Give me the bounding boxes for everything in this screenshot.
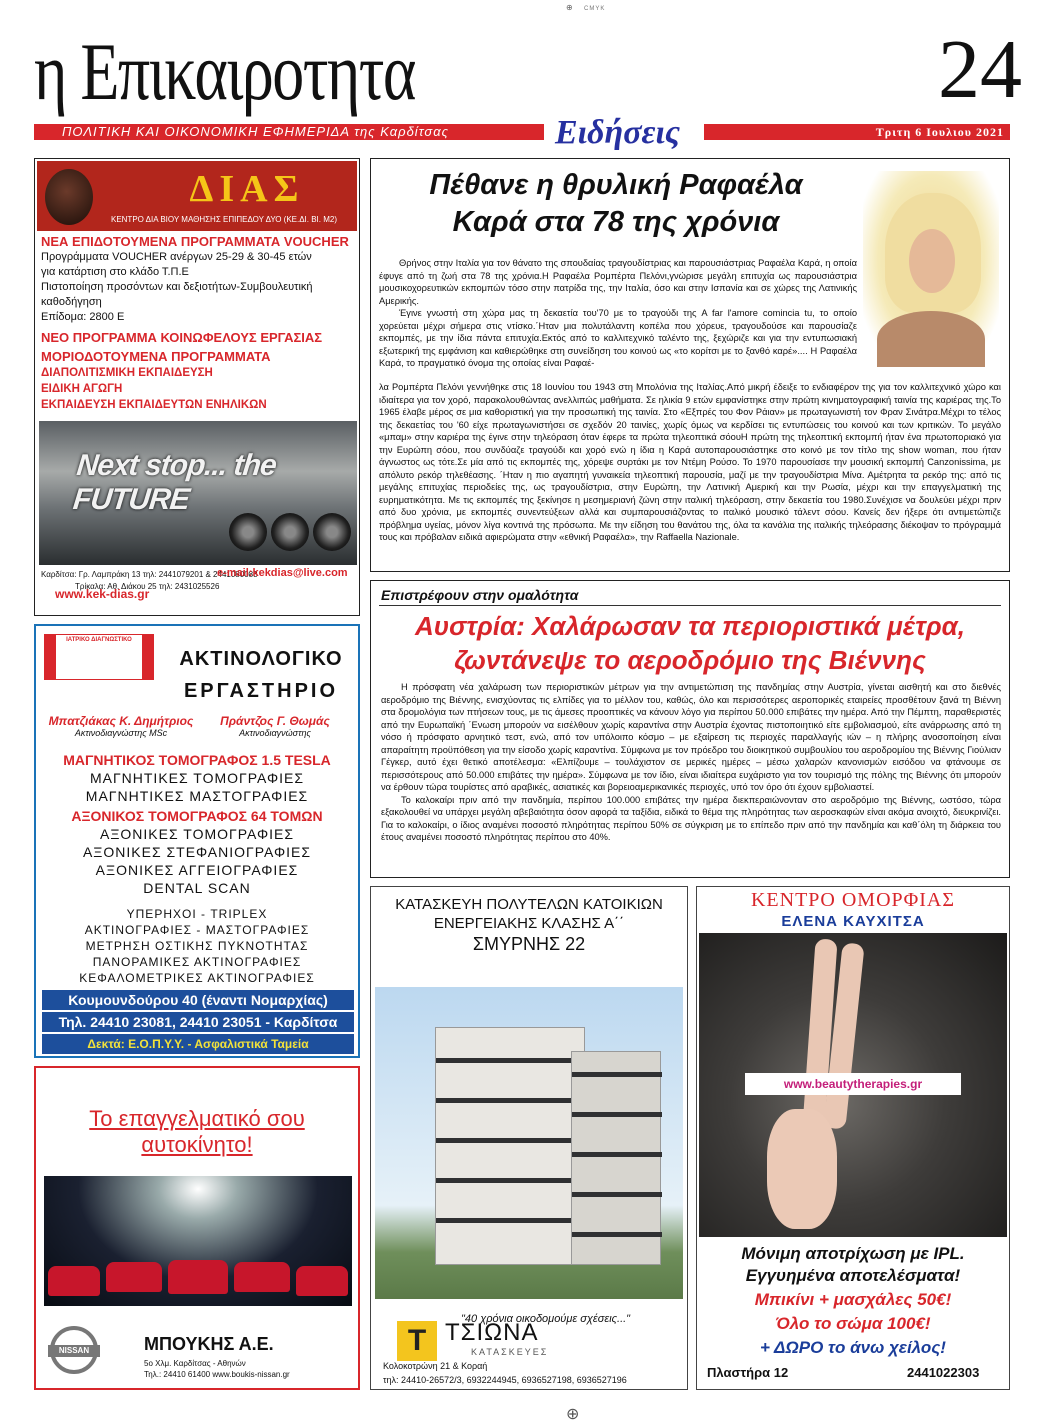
radiology-ad xyxy=(34,624,360,1058)
dias-ad xyxy=(34,158,360,616)
radiology-accepted: Δεκτά: Ε.Ο.Π.Υ.Υ. - Ασφαλιστικά Ταμεία xyxy=(42,1034,354,1054)
beauty-phone: 2441022303 xyxy=(907,1365,980,1380)
article-paragraph: Η πρόσφατη νέα χαλάρωση των περιοριστικών μέτρων για την αντιμετώπιση της πανδημίας στην Αυστρία, γίνεται αισθητή και στο διεθνές αεροδρόμιο της Βιέννης, ενισχύοντας τις ελπίδες για το μέλλον του, καθώς, όλο και περισσότερες αεροπορικές εταιρείες προσθέτουν ξανά τη Βιέννη στα δρομολόγια των πτήσεων τους, με τις άμεσες προοπτικές να κάνουν λόγο για περίπου 50.000 επιβάτες την ημέρα. Από την Πέμπτη, παραθεριστές από την Ευρωπαϊκή ΄Ενωση μπορούν να εισέλθουν χωρίς καραντίνα στην Αυστρία έχοντας πιστοποιητικό είτε εμβολιασμού, είτε ανάρρωσης από τη νόσο ή πρόσφατο αρνητικό τεστ, ενώ, από τον υπόλοιπο κόσμο – με εξαίρεση τις περιοχές παραλλαγής ιών – η πλήρης ανοσοποίηση είναι απαραίτητη προϋπόθεση για την είσοδο χωρίς καραντίνα. Σύμφωνα με τον πρόεδρο του διοικητικού συμβουλίου του αεροδρομίου της Βιέννης Γιούλιαν Γέγκερ, αυτό έχει θετικό αποτέλεσμα: «Ελπίζουμε – τουλάχιστον σε μερικές ημέρες – μέσω χαλαρών κανονισμών εισόδου να φτάνουμε σε περισσότερους από 50.000 επιβάτες την ημέρα». Σύμφωνα με τον ίδιο, είναι ιδιαίτερα ευχάριστο για τον τουρισμό της πόλης της Βιέννης ότι μπορούν να έρθουν τώρα τουρίστες από αραβικές, ασιατικές και βορειοαμερικανικές περιοχές, υπό τον όρο ότι έχουν εμβολιαστεί. xyxy=(381,682,1001,792)
nissan-logo-text: NISSAN xyxy=(48,1345,100,1357)
beauty-address: Πλαστήρα 12 xyxy=(707,1365,789,1380)
beauty-offer-line: Όλο το σώμα 100€! xyxy=(775,1314,931,1333)
dias-banner-text: Next stop... the FUTURE xyxy=(71,449,278,516)
article-body-narrow xyxy=(379,257,857,370)
tsiona-logo-letter: T xyxy=(407,1324,427,1357)
nissan-vans-photo xyxy=(44,1176,352,1306)
section-label: Ειδήσεις xyxy=(555,114,681,151)
dias-heading-scored: ΜΟΡΙΟΔΟΤΟΥΜΕΝΑ ΠΡΟΓΡΑΜΜΑΤΑ xyxy=(41,349,271,364)
construction-company-sub: ΚΑΤΑΣΚΕΥΕΣ xyxy=(471,1347,549,1357)
construction-quote: "40 χρόνια οικοδομούμε σχέσεις..." xyxy=(461,1313,631,1325)
radiology-address: Κουμουνδούρου 40 (έναντι Νομαρχίας) xyxy=(42,990,354,1010)
radiology-logo: ΙΑΤΡΙΚΟ ΔΙΑΓΝΩΣΤΙΚΟ xyxy=(44,634,154,680)
dias-website: www.kek-dias.gr xyxy=(55,587,150,601)
nissan-phone-web: Τηλ.: 24410 61400 www.boukis-nissan.gr xyxy=(144,1370,290,1379)
van-shape xyxy=(296,1266,348,1296)
truck-wheel-icon xyxy=(313,513,351,551)
doctor-card xyxy=(200,714,350,738)
article-body-wide xyxy=(379,381,1001,544)
dias-header xyxy=(37,161,357,231)
construction-title xyxy=(371,895,687,914)
article-title-line: Πέθανε η θρυλική Ραφαέλα xyxy=(429,169,803,201)
nissan-slogan xyxy=(36,1106,358,1158)
beauty-offer-line: Εγγυημένα αποτελέσματα! xyxy=(745,1266,961,1285)
construction-address-title: ΣΜΥΡΝΗΣ 22 xyxy=(472,934,586,954)
dias-voucher-line: Επίδομα: 2800 Ε xyxy=(41,311,125,323)
article-title-line: Αυστρία: Χαλάρωσαν τα περιοριστικά μέτρα, xyxy=(415,611,965,641)
article-austria-vienna xyxy=(370,580,1010,878)
nissan-address: 5ο Χλμ. Καρδίτσας - Αθηνών xyxy=(144,1359,246,1368)
beauty-center-ad xyxy=(696,886,1010,1390)
registration-mark-icon: ⊕ xyxy=(566,3,573,12)
ct-item: ΑΞΟΝΙΚΕΣ ΣΤΕΦΑΝΙΟΓΡΑΦΙΕΣ xyxy=(82,844,312,860)
service-item: ΠΑΝΟΡΑΜΙΚΕΣ ΑΚΤΙΝΟΓΡΑΦΙΕΣ xyxy=(92,955,302,969)
tsiona-logo-icon xyxy=(397,1321,437,1361)
nissan-slogan-line: Το επαγγελματικό σου xyxy=(89,1106,305,1131)
article-kicker: Επιστρέφουν στην ομαλότητα xyxy=(381,587,579,603)
ct-item: DENTAL SCAN xyxy=(143,880,251,896)
ct-heading: ΑΞΟΝΙΚΟΣ ΤΟΜΟΓΡΑΦΟΣ 64 ΤΟΜΩΝ xyxy=(71,808,323,824)
construction-ad xyxy=(370,886,688,1390)
dias-body xyxy=(41,233,355,413)
truck-wheel-icon xyxy=(271,513,309,551)
radiology-phones: Τηλ. 24410 23081, 24410 23051 - Καρδίτσα xyxy=(42,1012,354,1032)
beauty-offer-line: + ΔΩΡΟ το άνω χείλος! xyxy=(760,1338,946,1357)
beauty-owner: ΕΛΕΝΑ ΚΑΥΧΙΤΣΑ xyxy=(781,913,925,930)
portrait-shoulder-shape xyxy=(877,311,985,367)
newspaper-subtitle: ΠΟΛΙΤΙΚΗ ΚΑΙ ΟΙΚΟΝΟΜΙΚΗ ΕΦΗΜΕΡΙΔΑ της Καρδίτσας xyxy=(62,124,449,139)
dias-email: e-mail:kekdias@live.com xyxy=(217,567,348,579)
dias-address-karditsa: Καρδίτσα: Γρ. Λαμπράκη 13 τηλ: 2441079201 & 2441080083 xyxy=(41,570,258,579)
construction-title-line: ΚΑΤΑΣΚΕΥΗ ΠΟΛΥΤΕΛΩΝ ΚΑΤΟΙΚΙΩΝ xyxy=(395,896,663,913)
dias-voucher-line: Πιστοποίηση προσόντων και δεξιοτήτων-Συμβουλευτική καθοδήγηση xyxy=(41,281,313,308)
dias-voucher-line: Προγράμματα VOUCHER ανέργων 25-29 & 30-45 ετών xyxy=(41,251,312,263)
doctor-role: Ακτινοδιαγνώστης MSc xyxy=(74,728,168,738)
service-item: ΑΚΤΙΝΟΓΡΑΦΙΕΣ - ΜΑΣΤΟΓΡΑΦΙΕΣ xyxy=(84,923,310,937)
mri-item: ΜΑΓΝΗΤΙΚΕΣ ΤΟΜΟΓΡΑΦΙΕΣ xyxy=(89,770,305,786)
radiology-title-line1: ΑΚΤΙΝΟΛΟΓΙΚΟ xyxy=(179,648,343,670)
beauty-title: ΚΕΝΤΡΟ ΟΜΟΡΦΙΑΣ xyxy=(750,889,956,911)
dias-brand: ΔΙΑΣ xyxy=(189,168,305,210)
nissan-logo-icon xyxy=(50,1326,98,1374)
construction-phones: τηλ: 24410-26572/3, 6932244945, 6936527198, 6936527196 xyxy=(383,1375,627,1385)
article-title-line: ζωντάνεψε το αεροδρόμιο της Βιέννης xyxy=(454,645,926,675)
radiology-title-line2: ΕΡΓΑΣΤΗΡΙΟ xyxy=(183,680,339,702)
dias-tagline: ΚΕΝΤΡΟ ΔΙΑ ΒΙΟΥ ΜΑΘΗΣΗΣ ΕΠΙΠΕΔΟΥ ΔΥΟ (ΚΕ.ΔΙ. ΒΙ. Μ2) xyxy=(110,215,337,224)
issue-date: Τριτη 6 Ιουλιου 2021 xyxy=(875,125,1004,139)
apartment-building-render xyxy=(375,987,683,1299)
dias-heading-social: ΝΕΟ ΠΡΟΓΡΑΜΜΑ ΚΟΙΝΩΦΕΛΟΥΣ ΕΡΓΑΣΙΑΣ xyxy=(41,330,323,345)
ct-item: ΑΞΟΝΙΚΕΣ ΑΓΓΕΙΟΓΡΑΦΙΕΣ xyxy=(95,862,299,878)
van-shape xyxy=(106,1262,162,1292)
page-number: 24 xyxy=(938,23,1022,116)
article-paragraph: Θρήνος στην Ιταλία για τον θάνατο της σπουδαίας τραγουδίστριας και παρουσιάστριας Ραφαέλα Καρά, η οποία έφυγε από τη ζωή στα 78 της χρόνια.Η Ραφαέλα Ρομπέρτα Πελόνι,γνώρισε μεγάλη επιτυχία ως παρουσιάστρια μουσικοχορευτικών εκπομπών τόσο στην πατρίδα της, την Ιταλία, όσο και στην Ισπανία και σε χώρες της Λατινικής Αμερικής. xyxy=(379,258,857,306)
doctor-role: Ακτινοδιαγνώστης xyxy=(239,728,311,738)
dias-address-trikala: Τρίκαλα: Αθ. Διάκου 25 τηλ: 2431025526 xyxy=(75,582,220,591)
mri-item: ΜΑΓΝΗΤΙΚΕΣ ΜΑΣΤΟΓΡΑΦΙΕΣ xyxy=(85,788,309,804)
nissan-slogan-line: αυτοκίνητο! xyxy=(141,1132,253,1157)
construction-company: ΤΣΙΩΝΑ xyxy=(445,1319,539,1346)
article-title xyxy=(379,609,1001,677)
dias-program: ΕΙΔΙΚΗ ΑΓΩΓΗ xyxy=(41,383,123,395)
service-item: ΜΕΤΡΗΣΗ ΟΣΤΙΚΗΣ ΠΥΚΝΟΤΗΤΑΣ xyxy=(85,939,309,953)
van-shape xyxy=(168,1260,228,1294)
article-title-line: Καρά στα 78 της χρόνια xyxy=(452,206,780,238)
article-paragraph: Το καλοκαίρι πριν από την πανδημία, περίπου 100.000 επιβάτες την ημέρα διεκπεραιώνονταν στο αεροδρόμιο της Βιέννης, ωστόσο, τώρα εξακολουθεί να υπάρχει μεγάλη αβεβαιότητα όσον αφορά τα ταξίδια, ειδικά το θέμα της πληρότητας των αεροσκαφών είναι ακόμα ανοιχτό, διευκρινίζει. Για το καλοκαίρι, ο ίδιος αναμένει ποσοστό πληρότητας περίπου 50% σε σύγκριση με το επίπεδο πριν από την πανδημία και καθ΄όλη τη διάρκεια του έτους αναμένει ποσοστό πληρότητας περίπου στο 40%. xyxy=(381,794,1001,842)
construction-title-2: ΕΝΕΡΓΕΙΑΚΗΣ ΚΛΑΣΗΣ Α΄΄ xyxy=(433,915,625,932)
article-paragraph: λα Ρομπέρτα Πελόνι γεννήθηκε στις 18 Ιουνίου του 1943 στη Μπολόνια της Ιταλίας.Από μικρή έδειξε το ενδιαφέρον της για τον καλλιτεχνικό χώρο και ιδιαίτερα για τον χορό, παρακολουθώντας ανελλιπώς μαθήματα. Σε ηλικία 9 ετών εμφανίστηκε στην πρώτη κινηματογραφική ταινία της καριέρας της.Το 1965 έλαβε μέρος σε μια καθοριστική για την προσωπική της ταινία. Στο «Εξπρές του Φον Ράιαν» με πρωταγωνιστή τον Φραν Σινάτρα.Μέχρι το τέλος της δεκαετίας του '60 είχε πρωταγωνιστήσει σε σχεδόν 20 ταινίες, χωρίς όμως να κερδίσει τις εντυπώσεις του κοινού και των κριτικών. Το μεγάλο «μπαμ» στην καριέρα της έγινε στην τηλεόραση όταν έφερε τα πρώτα τηλεοπτικά σόουΗ πρώτη της τηλεοπτική εκπομπή ήταν ένα πρωτοποριακό για την Ευρώπη σόου, που συνδύαζε τραγούδι και χορό ενώ η ίδια η Καρά αυτοπαρουσιάστηκε στο κοινό με τον τίτλο της show woman, που ήταν άγνωστος ως τότε.Σε μία από τις εκπομπές της, χόρεψε συρτάκι με τον Ντέμη Ρούσο. Το 1970 παρουσίασε την μουσική εκπομπή Canzonissima, με απόλυτο ρεκόρ τηλεθέασης. ΄Ηταν η πιο αγαπητή γυναικεία τηλεοπτική παρουσία, μαζί με την τραγουδίστρια Μίνα. Αμέτρητα τα ρεκόρ της: από τις μεγάλης επιτυχίας περιοδείες της, ως τραγουδίστρια, στην Ευρώπη, την Λατινική Αμερική και την Ρωσία, μέχρι και την επαγγελματική της ευρηματικότητα. Με τις εκπομπές της ξεκίνησε η μεσημεριανή ζώνη στην ιταλική τηλεόραση, στην δεκαετία του 1980.Συνέχισε να δουλεύει μέχρι πριν από δυο χρόνια, με εκπομπές συνεντεύξεων αλλά και συμπαρουσιάζοντας το ιταλικό μουσικό τάλεντ σόου. Κανείς δεν ήξερε ότι αντιμετώπιζε πρόβλημα υγείας, μόνον λίγα κοντινά της πρόσωπα. Με την είδηση του θανάτου της, όλα τα κανάλια της ιταλικής τηλεόρασης διέκοψαν το πρόγραμμά τους και πρόβαλαν ειδικά αφιερώματα στην «εθνική Ραφαέλα», την Raffaella Nazionale. xyxy=(379,382,1001,542)
newspaper-title: η Επικαιροτητα xyxy=(34,26,415,117)
dias-heading-voucher: ΝΕΑ ΕΠΙΔΟΤΟΥΜΕΝΑ ΠΡΟΓΡΑΜΜΑΤΑ VOUCHER xyxy=(41,234,349,249)
nissan-contact xyxy=(144,1358,290,1380)
mri-heading: ΜΑΓΝΗΤΙΚΟΣ ΤΟΜΟΓΡΑΦΟΣ 1.5 TESLA xyxy=(63,752,331,768)
article-paragraph: Έγινε γνωστή στη χώρα μας τη δεκαετία του'70 με το τραγούδι της A far l'amore comincia tu, το οποίο χορεύεται μέχρι σήμερα στις ντίσκο.΄Ηταν μια πολυτάλαντη κοπέλα που χόρευε, τραγουδούσε και παρουσίαζε εκπομπές, με την ίδια πάντα επιτυχία.Εκτός από το καλλιτεχνικό ταλέντο της, ξεχώριζε και για την εντυπωσιακή εξωτερική της εμφάνιση και καθιερώθηκε στη συνείδηση του κοινού ως «το κορίτσι με το ξανθό καρέ».... Η Ραφαέλα Καρά, το πραγματικό όνομα της οποίας είναι Ραφαέ- xyxy=(379,308,857,368)
portrait-face-shape xyxy=(909,229,955,293)
beauty-model-photo xyxy=(699,933,1007,1237)
service-item: ΥΠΕΡΗΧΟΙ - TRIPLEX xyxy=(126,907,268,921)
body-shape xyxy=(767,1109,837,1229)
beauty-offer-line: Μόνιμη αποτρίχωση με IPL. xyxy=(741,1244,965,1263)
dias-program: ΕΚΠΑΙΔΕΥΣΗ ΕΚΠΑΙΔΕΥΤΩΝ ΕΝΗΛΙΚΩΝ xyxy=(41,399,267,411)
van-shape xyxy=(48,1266,100,1296)
article-raffaella-carra xyxy=(370,158,1010,572)
construction-address: Κολοκοτρώνη 21 & Κοραή xyxy=(383,1361,488,1371)
service-item: ΚΕΦΑΛΟΜΕΤΡΙΚΕΣ ΑΚΤΙΝΟΓΡΑΦΙΕΣ xyxy=(79,971,315,985)
doctor-name: Πράντζος Γ. Θωμάς xyxy=(220,714,330,728)
building-shape xyxy=(435,1027,585,1265)
doctor-name: Μπατζιάκας Κ. Δημήτριος xyxy=(48,714,194,728)
article-title xyxy=(379,167,853,241)
van-shape xyxy=(234,1262,290,1292)
beauty-website: www.beautytherapies.gr xyxy=(745,1073,961,1095)
beauty-offer-line: Μπικίνι + μασχάλες 50€! xyxy=(754,1290,952,1309)
ct-item: ΑΞΟΝΙΚΕΣ ΤΟΜΟΓΡΑΦΙΕΣ xyxy=(99,826,295,842)
color-registration-label: CMYK xyxy=(584,6,606,12)
nissan-ad xyxy=(34,1066,360,1390)
nissan-dealer-name: ΜΠΟΥΚΗΣ Α.Ε. xyxy=(144,1334,274,1354)
zeus-head-icon xyxy=(45,169,93,225)
article-body xyxy=(381,681,1001,844)
kicker-divider xyxy=(379,605,1001,606)
dias-program: ΔΙΑΠΟΛΙΤΙΣΜΙΚΗ ΕΚΠΑΙΔΕΥΣΗ xyxy=(41,367,213,379)
doctor-card xyxy=(46,714,196,738)
truck-wheel-icon xyxy=(229,513,267,551)
registration-mark-icon: ⊕ xyxy=(566,1406,580,1423)
dias-future-banner xyxy=(39,421,357,565)
dias-voucher-line: για κατάρτιση στο κλάδο Τ.Π.Ε xyxy=(41,266,189,278)
building-wing-shape xyxy=(571,1051,661,1265)
raffaella-portrait-photo xyxy=(863,171,999,367)
